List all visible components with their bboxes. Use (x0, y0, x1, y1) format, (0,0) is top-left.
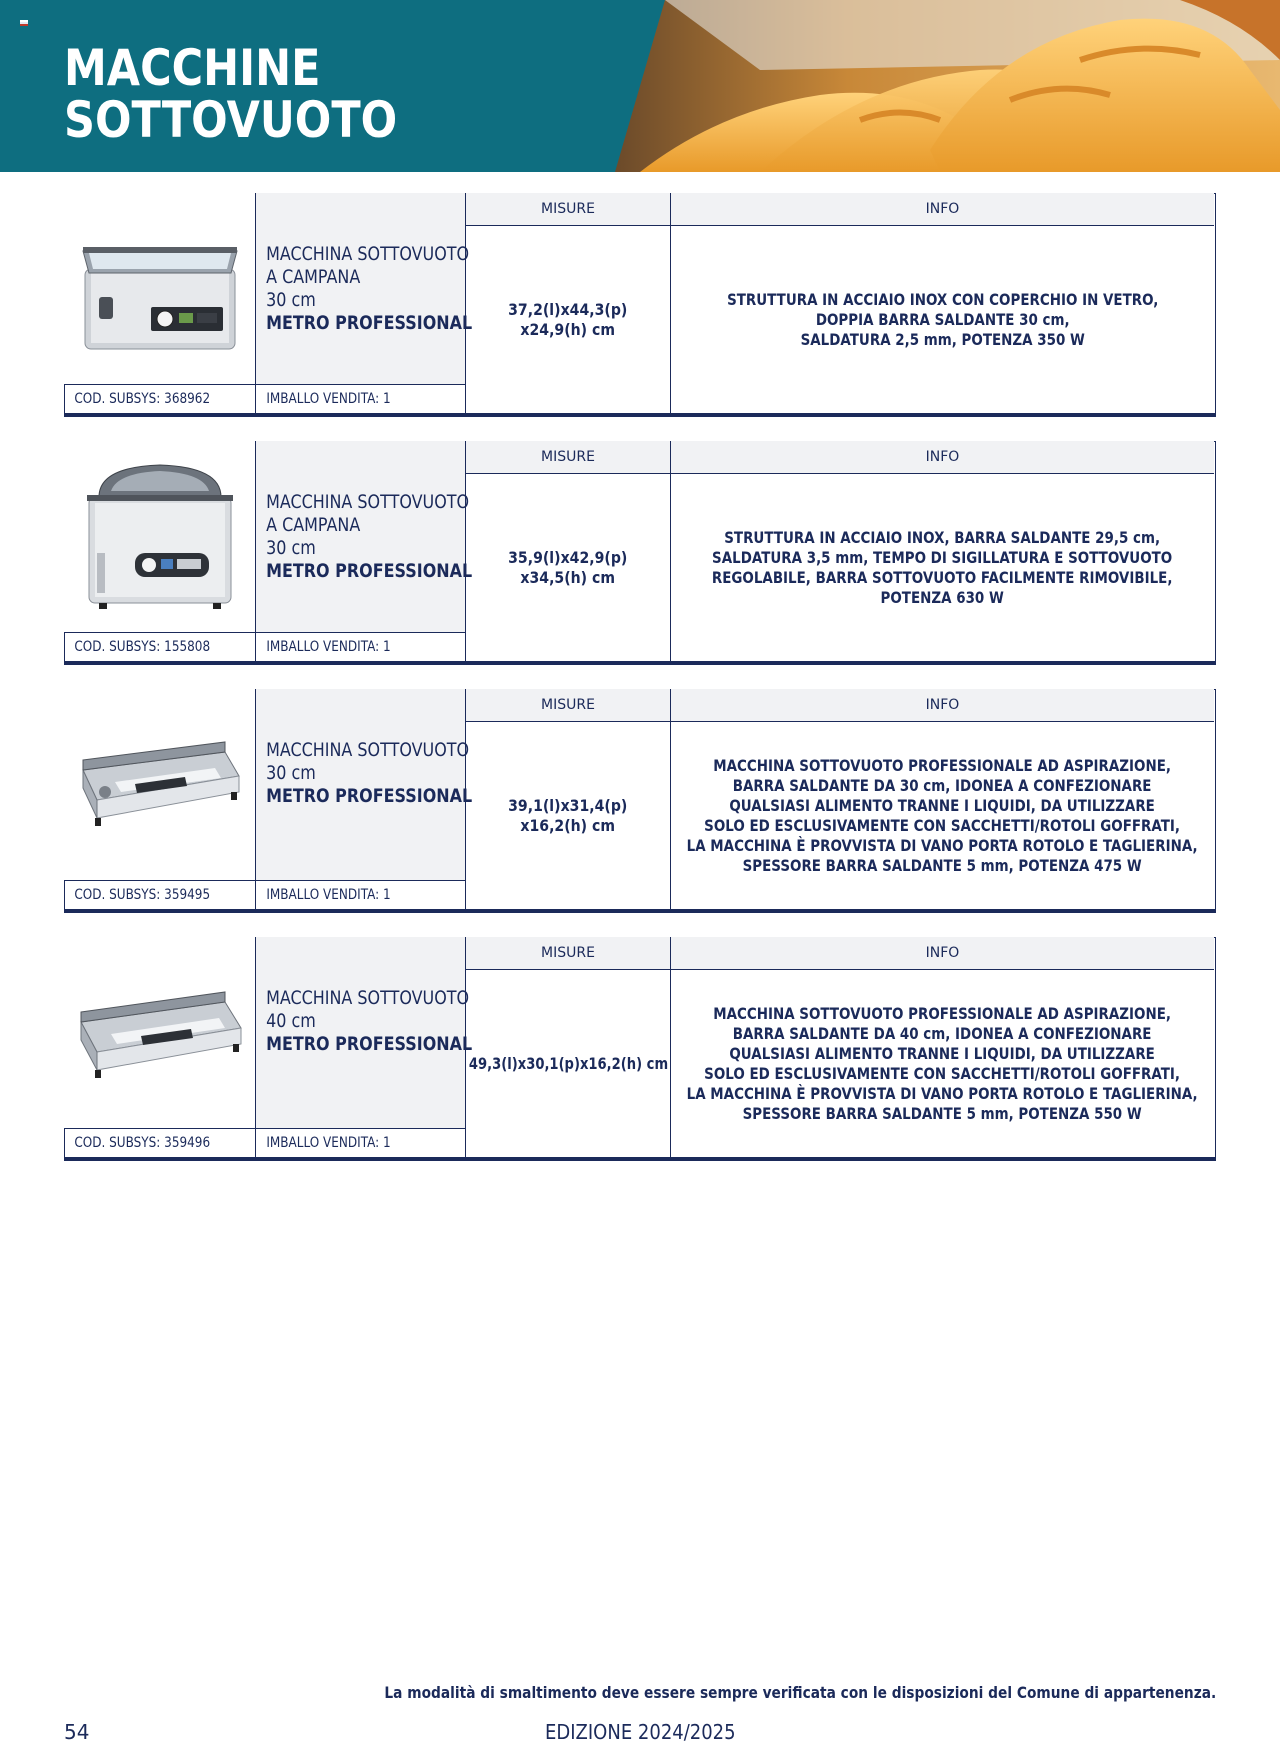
misure-header: MISURE (466, 193, 671, 226)
product-size: 30 cm (266, 536, 316, 559)
spacer (266, 1056, 472, 1079)
product-code-text: COD. SUBSYS: 359496 (74, 1135, 211, 1151)
info-line: MACCHINA SOTTOVUOTO PROFESSIONALE AD ASPIRAZIONE, (713, 1003, 1172, 1023)
product-size: 40 cm (266, 1009, 316, 1032)
product-code-text: COD. SUBSYS: 368962 (74, 391, 211, 407)
page-header (0, 0, 1280, 172)
product-name-line: A CAMPANA (266, 513, 361, 536)
chamber-vacuum-dome-lid-icon (77, 457, 243, 617)
product-name (256, 689, 473, 881)
sales-pack-text: IMBALLO VENDITA: 1 (266, 1135, 391, 1151)
product-name-line: A CAMPANA (266, 265, 361, 288)
misure-line: x16,2(h) cm (520, 815, 616, 835)
info-line: SOLO ED ESCLUSIVAMENTE CON SACCHETTI/ROTOLI GOFFRATI, (704, 815, 1181, 835)
product-brand: METRO PROFESSIONAL (266, 1032, 473, 1055)
product-image (64, 689, 256, 881)
product-code-text: COD. SUBSYS: 359495 (74, 887, 211, 903)
product-image (64, 441, 256, 633)
product-name (256, 937, 473, 1129)
page-title (64, 39, 398, 149)
product-brand: METRO PROFESSIONAL (266, 784, 473, 807)
info-value (671, 722, 1214, 909)
product-name-line: MACCHINA SOTTOVUOTO (266, 986, 470, 1009)
info-line: LA MACCHINA È PROVVISTA DI VANO PORTA ROTOLO E TAGLIERINA, (687, 1083, 1198, 1103)
info-header: INFO (671, 441, 1214, 474)
product-code (64, 633, 256, 661)
misure-value (466, 970, 671, 1157)
info-line: DOPPIA BARRA SALDANTE 30 cm, (815, 309, 1070, 329)
info-line: POTENZA 630 W (880, 587, 1005, 607)
product-card (64, 937, 1216, 1161)
product-name-line: MACCHINA SOTTOVUOTO (266, 738, 470, 761)
disposal-disclaimer: La modalità di smaltimento deve essere sempre verificata con le disposizioni del Comune di appartenenza. (384, 1683, 1216, 1702)
sales-pack (256, 881, 466, 909)
info-value (671, 970, 1214, 1157)
product-name (256, 441, 473, 633)
info-line: SALDATURA 3,5 mm, TEMPO DI SIGILLATURA E SOTTOVUOTO (712, 547, 1173, 567)
info-line: LA MACCHINA È PROVVISTA DI VANO PORTA ROTOLO E TAGLIERINA, (687, 835, 1198, 855)
misure-value (466, 226, 671, 413)
product-code (64, 385, 256, 413)
chamber-vacuum-glass-lid-icon (77, 219, 243, 359)
product-code-text: COD. SUBSYS: 155808 (74, 639, 211, 655)
divider (64, 1157, 1216, 1161)
misure-header: MISURE (466, 937, 671, 970)
info-line: SPESSORE BARRA SALDANTE 5 mm, POTENZA 475 W (742, 855, 1143, 875)
product-card (64, 689, 1216, 913)
sales-pack-text: IMBALLO VENDITA: 1 (266, 887, 391, 903)
info-header: INFO (671, 937, 1214, 970)
info-line: STRUTTURA IN ACCIAIO INOX CON COPERCHIO IN VETRO, (726, 289, 1159, 309)
misure-value (466, 474, 671, 661)
info-line: SALDATURA 2,5 mm, POTENZA 350 W (800, 329, 1085, 349)
sales-pack-text: IMBALLO VENDITA: 1 (266, 639, 391, 655)
info-line: BARRA SALDANTE DA 30 cm, IDONEA A CONFEZIONARE (733, 775, 1152, 795)
page-title-line-1: MACCHINE (64, 39, 321, 97)
sales-pack (256, 385, 466, 413)
info-line: BARRA SALDANTE DA 40 cm, IDONEA A CONFEZIONARE (733, 1023, 1152, 1043)
divider (64, 661, 1216, 665)
misure-line: 35,9(l)x42,9(p) (508, 547, 628, 567)
product-name (256, 193, 473, 385)
info-line: SOLO ED ESCLUSIVAMENTE CON SACCHETTI/ROTOLI GOFFRATI, (704, 1063, 1181, 1083)
misure-value (466, 722, 671, 909)
info-line: MACCHINA SOTTOVUOTO PROFESSIONALE AD ASPIRAZIONE, (713, 755, 1172, 775)
page-number: 54 (64, 1720, 90, 1744)
misure-header: MISURE (466, 441, 671, 474)
misure-header: MISURE (466, 689, 671, 722)
info-line: SPESSORE BARRA SALDANTE 5 mm, POTENZA 550 W (742, 1103, 1143, 1123)
external-vacuum-sealer-large-icon (75, 978, 245, 1088)
product-card (64, 193, 1216, 417)
info-line: QUALSIASI ALIMENTO TRANNE I LIQUIDI, DA UTILIZZARE (729, 1043, 1156, 1063)
product-image (64, 937, 256, 1129)
info-value (671, 226, 1214, 413)
product-brand: METRO PROFESSIONAL (266, 311, 473, 334)
page-title-line-2: SOTTOVUOTO (64, 91, 398, 149)
sales-pack (256, 1129, 466, 1157)
product-image (64, 193, 256, 385)
product-code (64, 1129, 256, 1157)
product-name-line: MACCHINA SOTTOVUOTO (266, 242, 470, 265)
info-value (671, 474, 1214, 661)
product-name-line: MACCHINA SOTTOVUOTO (266, 490, 470, 513)
info-line: QUALSIASI ALIMENTO TRANNE I LIQUIDI, DA UTILIZZARE (729, 795, 1156, 815)
info-line: REGOLABILE, BARRA SOTTOVUOTO FACILMENTE RIMOVIBILE, (712, 567, 1173, 587)
flag-icon (20, 20, 28, 26)
misure-line: x34,5(h) cm (520, 567, 616, 587)
spacer (266, 808, 472, 831)
sales-pack (256, 633, 466, 661)
product-size: 30 cm (266, 761, 316, 784)
product-brand: METRO PROFESSIONAL (266, 559, 473, 582)
divider (64, 413, 1216, 417)
sales-pack-text: IMBALLO VENDITA: 1 (266, 391, 391, 407)
edition-label: EDIZIONE 2024/2025 (545, 1720, 736, 1744)
info-header: INFO (671, 193, 1214, 226)
product-card (64, 441, 1216, 665)
product-size: 30 cm (266, 288, 316, 311)
misure-line: 49,3(l)x30,1(p)x16,2(h) cm (468, 1053, 668, 1073)
misure-line: 39,1(l)x31,4(p) (508, 795, 628, 815)
info-header: INFO (671, 689, 1214, 722)
product-code (64, 881, 256, 909)
misure-line: x24,9(h) cm (520, 319, 616, 339)
misure-line: 37,2(l)x44,3(p) (508, 299, 628, 319)
divider (64, 909, 1216, 913)
external-vacuum-sealer-icon (75, 730, 245, 840)
info-line: STRUTTURA IN ACCIAIO INOX, BARRA SALDANTE 29,5 cm, (724, 527, 1161, 547)
